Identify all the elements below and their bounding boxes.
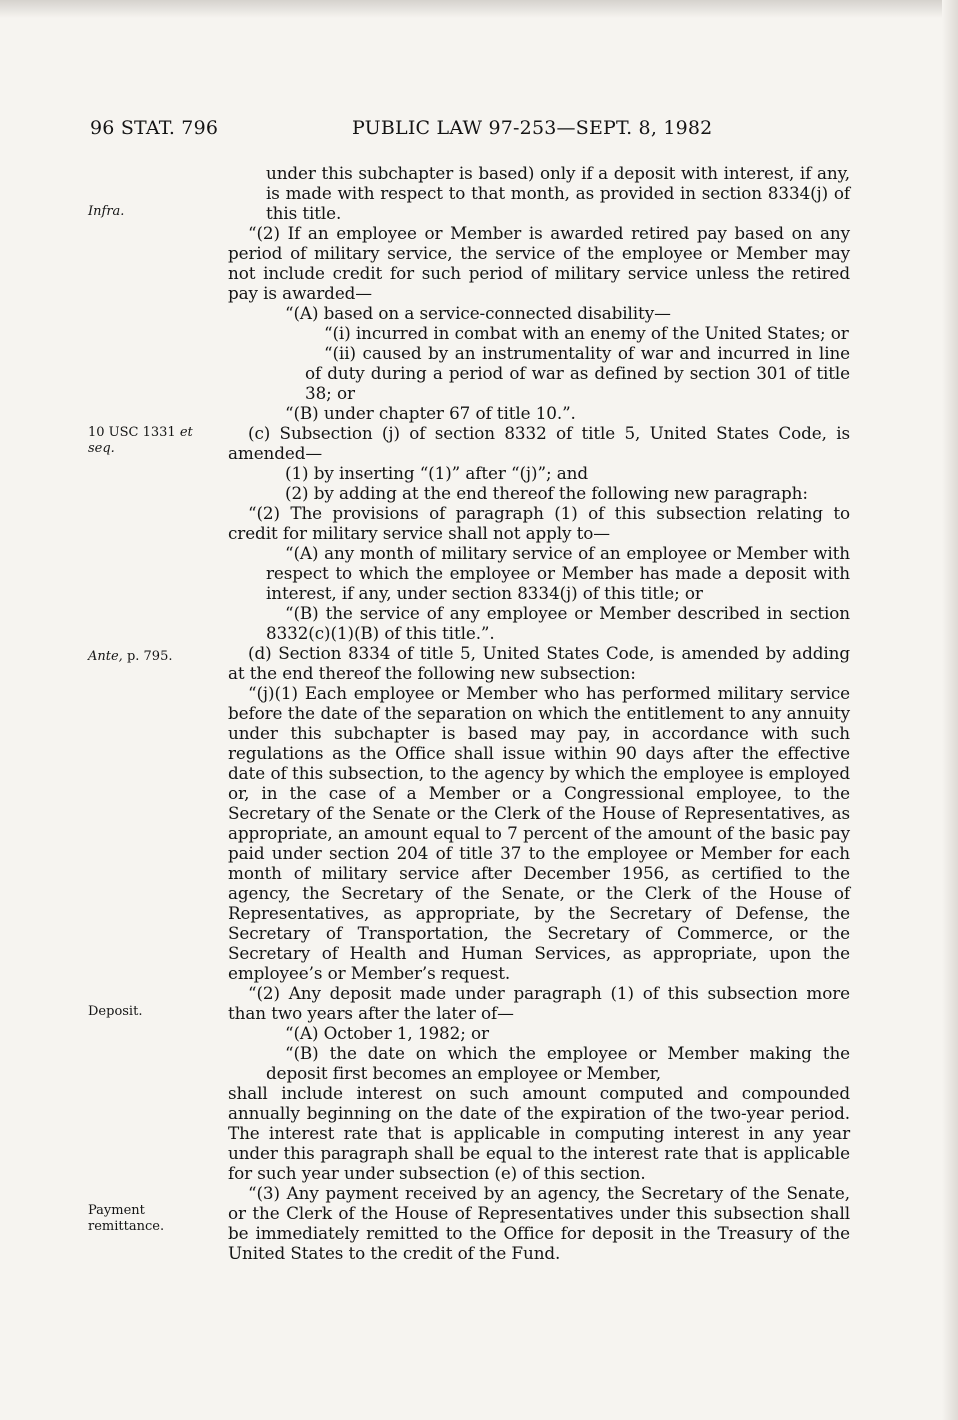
subsection-j2-continuation: shall include interest on such amount computed and compounded annually beginning on the date of the expiration of the two-year period. The interest rate that is applicable in computing interest in any year under this paragraph shall be equal to the interest rate that is applicable for such year under subsection (e) of this section. [228,1083,850,1183]
amendment-2: (2) by adding at the end thereof the following new paragraph: [285,483,808,503]
subparagraph-b: “(B) under chapter 67 of title 10.”. [285,403,576,423]
new-subparagraph-b: “(B) the service of any employee or Member described in section 8332(c)(1)(B) of this title.”. [266,603,850,643]
paragraph-2: “(2) If an employee or Member is awarded retired pay based on any period of military service, the service of the employee or Member may not include credit for such period of military service unless the retired pay is awarded— [228,223,850,303]
subsection-j3: “(3) Any payment received by an agency, the Secretary of the Senate, or the Clerk of the House of Representatives under this subsection shall be immediately remitted to the Office for deposit in the Treasury of the United States to the credit of the Fund. [228,1183,850,1263]
law-title: PUBLIC LAW 97-253—SEPT. 8, 1982 [352,117,713,139]
subsection-j2-b: “(B) the date on which the employee or Member making the deposit first becomes an employee or Member, [266,1043,850,1083]
subsection-j1: “(j)(1) Each employee or Member who has performed military service before the date of the separation on which the entitlement to any annuity under this subchapter is based may pay, in accordance with such regulations as the Office shall issue within 90 days after the effective date of this subsection, to the agency by which the employee is employed or, in the case of a Member or a Congressional employee, to the Secretary of the Senate or the Clerk of the House of Representatives, as appropriate, an amount equal to 7 percent of the amount of the basic pay paid under section 204 of title 37 to the employee or Member for each month of military service after December 1956, as certified to the agency, the Secretary of the Senate, or the Clerk of the House of Representatives, as appropriate, by the Secretary of Defense, the Secretary of Transportation, the Secretary of Commerce, or the Secretary of Health and Human Services, as appropriate, upon the employee’s or Member’s request. [228,683,850,983]
page-right-edge [942,0,958,1420]
subsection-j2-a: “(A) October 1, 1982; or [285,1023,489,1043]
section-d: (d) Section 8334 of title 5, United States Code, is amended by adding at the end thereof the following new subsection: [228,643,850,683]
new-paragraph-2: “(2) The provisions of paragraph (1) of this subsection relating to credit for military service shall not apply to— [228,503,850,543]
page-top-edge [0,0,958,18]
subparagraph-a: “(A) based on a service-connected disability— [285,303,671,323]
margin-note-deposit: Deposit. [88,1004,143,1019]
amendment-1: (1) by inserting “(1)” after “(j)”; and [285,463,589,483]
new-subparagraph-a: “(A) any month of military service of an employee or Member with respect to which the employee or Member has made a deposit with interest, if any, under section 8334(j) of this title; or [266,543,850,603]
margin-note-ante: Ante, p. 795. [88,649,173,664]
subsection-j2: “(2) Any deposit made under paragraph (1) of this subsection more than two years after the later of— [228,983,850,1023]
section-c: (c) Subsection (j) of section 8332 of title 5, United States Code, is amended— [228,423,850,463]
margin-note-usc: 10 USC 1331 et seq. [88,425,193,456]
margin-note-infra: Infra. [88,204,125,219]
margin-note-payment: Payment remittance. [88,1203,165,1234]
law-text-body [228,163,850,1263]
clause-i: “(i) incurred in combat with an enemy of the United States; or [324,323,849,343]
clause-ii: “(ii) caused by an instrumentality of war and incurred in line of duty during a period of war as defined by section 301 of title 38; or [305,343,850,403]
stat-page-number: 96 STAT. 796 [90,117,219,139]
paragraph-continuation: under this subchapter is based) only if a deposit with interest, if any, is made with respect to that month, as provided in section 8334(j) of this title. [266,163,850,223]
